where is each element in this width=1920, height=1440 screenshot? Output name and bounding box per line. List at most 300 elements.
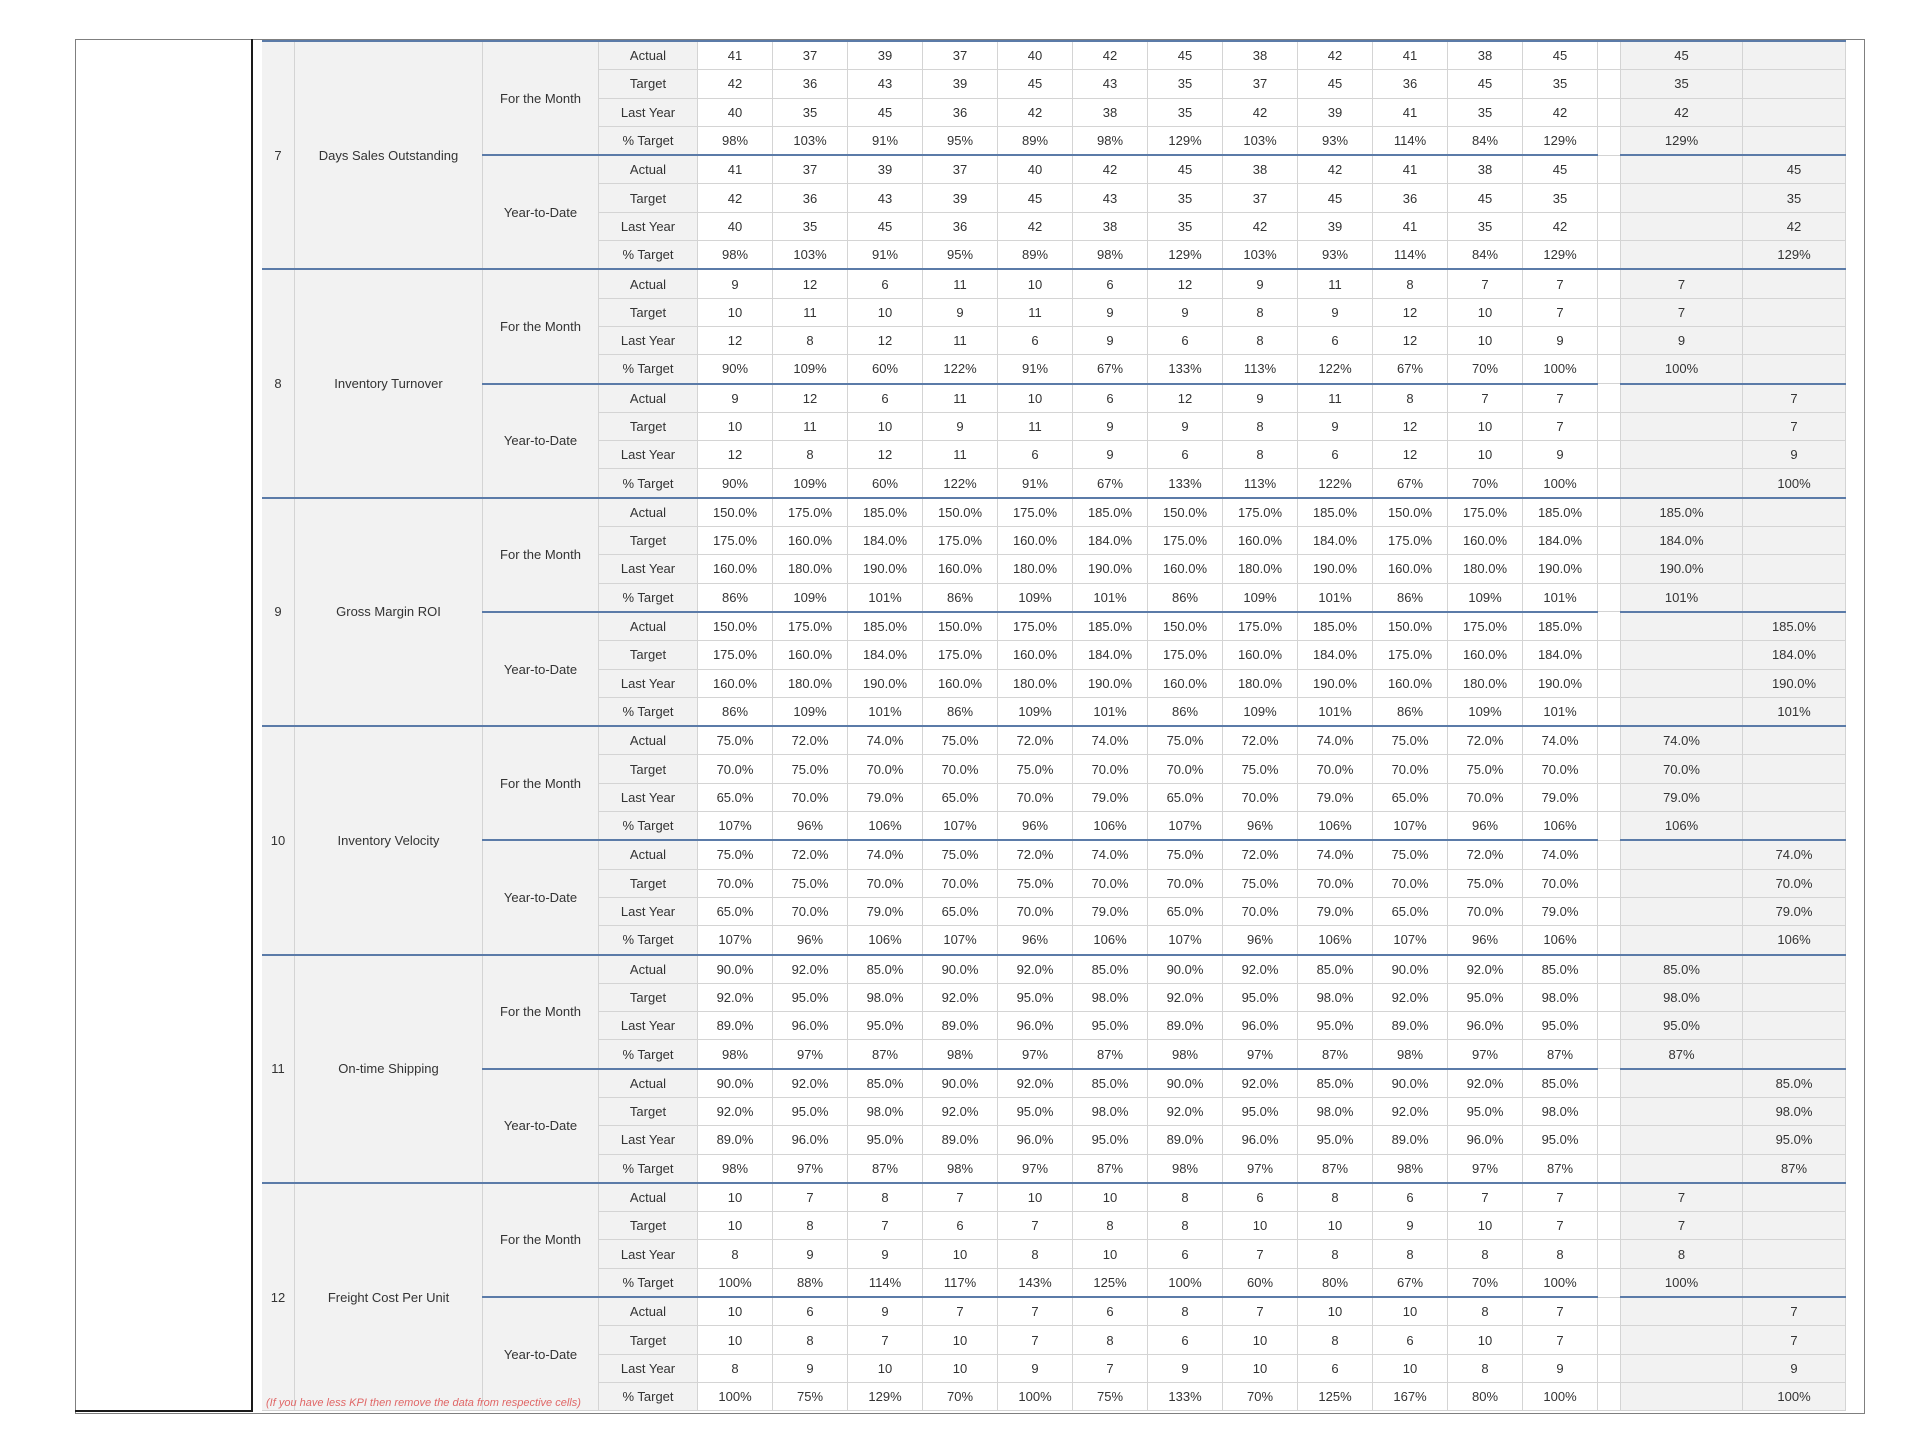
month-cell[interactable]: 98.0% [848,983,923,1011]
month-cell[interactable]: 96% [1448,926,1523,955]
month-cell[interactable]: 67% [1373,1268,1448,1297]
ytd-summary-cell[interactable] [1743,1040,1846,1069]
month-cell[interactable]: 184.0% [1523,641,1598,669]
month-cell[interactable]: 114% [848,1268,923,1297]
month-cell[interactable]: 175.0% [1448,612,1523,641]
month-cell[interactable]: 96% [1223,926,1298,955]
month-cell[interactable]: 95.0% [1298,1126,1373,1154]
month-cell[interactable]: 12 [773,269,848,298]
month-cell[interactable]: 150.0% [1373,498,1448,527]
month-summary-cell[interactable]: 101% [1621,583,1743,612]
month-cell[interactable]: 92.0% [1373,983,1448,1011]
month-cell[interactable]: 175.0% [1223,612,1298,641]
ytd-summary-cell[interactable]: 98.0% [1743,1097,1846,1125]
month-cell[interactable]: 80% [1298,1268,1373,1297]
month-cell[interactable]: 98% [1373,1040,1448,1069]
month-summary-cell[interactable] [1621,641,1743,669]
month-cell[interactable]: 106% [1073,926,1148,955]
ytd-summary-cell[interactable]: 129% [1743,241,1846,270]
ytd-summary-cell[interactable]: 7 [1743,1297,1846,1326]
month-cell[interactable]: 175.0% [923,641,998,669]
month-cell[interactable]: 9 [848,1240,923,1268]
month-cell[interactable]: 43 [848,184,923,212]
month-cell[interactable]: 100% [698,1268,773,1297]
month-cell[interactable]: 92.0% [773,955,848,984]
month-summary-cell[interactable]: 7 [1621,269,1743,298]
month-cell[interactable]: 70.0% [698,869,773,897]
month-cell[interactable]: 89.0% [1373,1126,1448,1154]
month-cell[interactable]: 6 [1148,441,1223,469]
month-cell[interactable]: 90.0% [1148,1069,1223,1098]
month-cell[interactable]: 9 [923,298,998,326]
month-cell[interactable]: 38 [1073,212,1148,240]
month-cell[interactable]: 75.0% [698,840,773,869]
month-cell[interactable]: 98.0% [1298,983,1373,1011]
month-cell[interactable]: 42 [1223,98,1298,126]
month-cell[interactable]: 92.0% [698,983,773,1011]
month-cell[interactable]: 6 [1148,1240,1223,1268]
month-cell[interactable]: 9 [1373,1212,1448,1240]
month-summary-cell[interactable] [1621,697,1743,726]
month-cell[interactable]: 175.0% [1373,641,1448,669]
month-cell[interactable]: 45 [1523,41,1598,70]
month-cell[interactable]: 42 [1523,212,1598,240]
month-cell[interactable]: 89.0% [923,1126,998,1154]
month-cell[interactable]: 7 [1448,384,1523,413]
month-cell[interactable]: 74.0% [1073,726,1148,755]
month-summary-cell[interactable]: 98.0% [1621,983,1743,1011]
month-cell[interactable]: 185.0% [1523,498,1598,527]
month-cell[interactable]: 6 [1223,1183,1298,1212]
month-cell[interactable]: 95.0% [1448,1097,1523,1125]
month-cell[interactable]: 75.0% [1373,840,1448,869]
month-summary-cell[interactable]: 100% [1621,355,1743,384]
month-cell[interactable]: 101% [1298,697,1373,726]
month-cell[interactable]: 74.0% [1523,726,1598,755]
month-cell[interactable]: 122% [1298,355,1373,384]
ytd-summary-cell[interactable]: 35 [1743,184,1846,212]
month-cell[interactable]: 9 [1073,326,1148,354]
month-cell[interactable]: 70.0% [998,897,1073,925]
ytd-summary-cell[interactable]: 42 [1743,212,1846,240]
month-cell[interactable]: 175.0% [773,612,848,641]
month-cell[interactable]: 10 [1373,1354,1448,1382]
month-cell[interactable]: 101% [1523,697,1598,726]
month-cell[interactable]: 175.0% [698,527,773,555]
month-cell[interactable]: 184.0% [1298,641,1373,669]
month-cell[interactable]: 10 [1073,1183,1148,1212]
month-cell[interactable]: 65.0% [923,897,998,925]
month-cell[interactable]: 40 [998,155,1073,184]
ytd-summary-cell[interactable] [1743,70,1846,98]
month-cell[interactable]: 12 [1148,384,1223,413]
month-cell[interactable]: 42 [1298,41,1373,70]
month-cell[interactable]: 8 [848,1183,923,1212]
month-cell[interactable]: 89.0% [698,1012,773,1040]
month-cell[interactable]: 96.0% [1448,1012,1523,1040]
month-cell[interactable]: 10 [1448,1326,1523,1354]
month-cell[interactable]: 9 [1073,298,1148,326]
month-cell[interactable]: 12 [773,384,848,413]
month-cell[interactable]: 184.0% [1073,527,1148,555]
month-cell[interactable]: 150.0% [698,612,773,641]
month-cell[interactable]: 160.0% [1373,669,1448,697]
month-cell[interactable]: 70.0% [1073,755,1148,783]
month-cell[interactable]: 96.0% [1223,1126,1298,1154]
month-cell[interactable]: 175.0% [773,498,848,527]
month-cell[interactable]: 75.0% [1448,755,1523,783]
ytd-summary-cell[interactable] [1743,355,1846,384]
month-cell[interactable]: 85.0% [1523,955,1598,984]
ytd-summary-cell[interactable]: 7 [1743,1326,1846,1354]
month-cell[interactable]: 160.0% [1373,555,1448,583]
month-cell[interactable]: 9 [1523,441,1598,469]
month-cell[interactable]: 97% [773,1154,848,1183]
month-cell[interactable]: 6 [998,441,1073,469]
month-cell[interactable]: 7 [998,1326,1073,1354]
month-cell[interactable]: 70.0% [848,755,923,783]
month-cell[interactable]: 87% [848,1040,923,1069]
month-cell[interactable]: 109% [1448,583,1523,612]
month-cell[interactable]: 70% [1448,469,1523,498]
month-cell[interactable]: 42 [698,184,773,212]
month-cell[interactable]: 70.0% [773,783,848,811]
month-cell[interactable]: 11 [923,441,998,469]
month-cell[interactable]: 42 [1073,155,1148,184]
month-cell[interactable]: 12 [1148,269,1223,298]
month-cell[interactable]: 8 [773,441,848,469]
month-cell[interactable]: 80% [1448,1382,1523,1410]
month-cell[interactable]: 129% [1523,241,1598,270]
month-cell[interactable]: 10 [698,1297,773,1326]
month-summary-cell[interactable]: 100% [1621,1268,1743,1297]
month-cell[interactable]: 180.0% [998,555,1073,583]
month-cell[interactable]: 90.0% [1373,1069,1448,1098]
month-cell[interactable]: 9 [1223,269,1298,298]
month-cell[interactable]: 90.0% [698,1069,773,1098]
ytd-summary-cell[interactable] [1743,1012,1846,1040]
month-cell[interactable]: 98% [1148,1154,1223,1183]
month-cell[interactable]: 43 [848,70,923,98]
month-cell[interactable]: 90.0% [923,1069,998,1098]
month-summary-cell[interactable]: 129% [1621,126,1743,155]
month-cell[interactable]: 107% [698,926,773,955]
month-cell[interactable]: 72.0% [998,726,1073,755]
month-cell[interactable]: 10 [1448,412,1523,440]
month-cell[interactable]: 72.0% [998,840,1073,869]
month-cell[interactable]: 95.0% [1073,1012,1148,1040]
month-cell[interactable]: 96% [1223,812,1298,841]
month-cell[interactable]: 85.0% [1073,955,1148,984]
month-cell[interactable]: 89.0% [923,1012,998,1040]
month-cell[interactable]: 122% [1298,469,1373,498]
month-cell[interactable]: 92.0% [1448,1069,1523,1098]
month-cell[interactable]: 7 [848,1326,923,1354]
month-cell[interactable]: 45 [1448,70,1523,98]
month-cell[interactable]: 92.0% [698,1097,773,1125]
month-cell[interactable]: 39 [848,155,923,184]
month-summary-cell[interactable] [1621,612,1743,641]
month-cell[interactable]: 9 [773,1240,848,1268]
month-summary-cell[interactable] [1621,840,1743,869]
month-cell[interactable]: 72.0% [773,726,848,755]
month-cell[interactable]: 7 [848,1212,923,1240]
month-cell[interactable]: 87% [1073,1154,1148,1183]
month-cell[interactable]: 109% [773,697,848,726]
month-cell[interactable]: 97% [1448,1040,1523,1069]
month-cell[interactable]: 150.0% [1148,498,1223,527]
month-cell[interactable]: 86% [923,697,998,726]
month-cell[interactable]: 114% [1373,126,1448,155]
month-cell[interactable]: 106% [1073,812,1148,841]
month-cell[interactable]: 9 [923,412,998,440]
month-summary-cell[interactable] [1621,1126,1743,1154]
month-cell[interactable]: 100% [1523,1382,1598,1410]
month-summary-cell[interactable] [1621,1354,1743,1382]
month-cell[interactable]: 175.0% [998,498,1073,527]
month-cell[interactable]: 85.0% [1298,955,1373,984]
month-cell[interactable]: 75% [1073,1382,1148,1410]
month-cell[interactable]: 89.0% [1373,1012,1448,1040]
month-cell[interactable]: 96.0% [998,1012,1073,1040]
month-cell[interactable]: 103% [1223,241,1298,270]
month-cell[interactable]: 6 [923,1212,998,1240]
month-cell[interactable]: 98% [698,1154,773,1183]
month-cell[interactable]: 75.0% [1223,755,1298,783]
month-cell[interactable]: 8 [1148,1183,1223,1212]
month-cell[interactable]: 60% [848,469,923,498]
month-cell[interactable]: 7 [923,1297,998,1326]
month-cell[interactable]: 9 [1298,412,1373,440]
month-summary-cell[interactable] [1621,897,1743,925]
month-cell[interactable]: 8 [1298,1183,1373,1212]
month-cell[interactable]: 41 [698,155,773,184]
month-cell[interactable]: 70.0% [773,897,848,925]
month-cell[interactable]: 160.0% [923,555,998,583]
month-cell[interactable]: 7 [1523,1183,1598,1212]
month-cell[interactable]: 11 [923,384,998,413]
month-summary-cell[interactable]: 184.0% [1621,527,1743,555]
month-cell[interactable]: 8 [1148,1212,1223,1240]
month-cell[interactable]: 72.0% [773,840,848,869]
month-cell[interactable]: 89% [998,241,1073,270]
month-cell[interactable]: 7 [998,1297,1073,1326]
month-cell[interactable]: 97% [1223,1040,1298,1069]
ytd-summary-cell[interactable] [1743,1212,1846,1240]
month-cell[interactable]: 6 [1298,1354,1373,1382]
month-cell[interactable]: 160.0% [923,669,998,697]
month-cell[interactable]: 37 [1223,184,1298,212]
month-cell[interactable]: 133% [1148,355,1223,384]
month-summary-cell[interactable] [1621,441,1743,469]
month-cell[interactable]: 6 [1298,441,1373,469]
month-cell[interactable]: 10 [698,298,773,326]
month-cell[interactable]: 6 [1073,384,1148,413]
month-cell[interactable]: 150.0% [1373,612,1448,641]
month-cell[interactable]: 100% [998,1382,1073,1410]
month-cell[interactable]: 98% [923,1154,998,1183]
month-cell[interactable]: 43 [1073,184,1148,212]
month-cell[interactable]: 160.0% [1448,527,1523,555]
month-cell[interactable]: 184.0% [1298,527,1373,555]
month-cell[interactable]: 10 [698,412,773,440]
month-cell[interactable]: 37 [773,155,848,184]
month-cell[interactable]: 7 [773,1183,848,1212]
month-cell[interactable]: 72.0% [1223,726,1298,755]
month-cell[interactable]: 40 [998,41,1073,70]
month-cell[interactable]: 129% [1148,241,1223,270]
month-cell[interactable]: 70.0% [923,869,998,897]
month-cell[interactable]: 8 [1223,412,1298,440]
month-cell[interactable]: 185.0% [1298,498,1373,527]
month-cell[interactable]: 95.0% [1223,1097,1298,1125]
month-cell[interactable]: 91% [848,126,923,155]
month-summary-cell[interactable]: 87% [1621,1040,1743,1069]
month-cell[interactable]: 41 [1373,41,1448,70]
month-cell[interactable]: 143% [998,1268,1073,1297]
month-cell[interactable]: 95.0% [1523,1126,1598,1154]
month-cell[interactable]: 75.0% [773,869,848,897]
month-cell[interactable]: 9 [698,384,773,413]
month-summary-cell[interactable] [1621,869,1743,897]
month-cell[interactable]: 7 [1523,1326,1598,1354]
month-cell[interactable]: 74.0% [848,726,923,755]
month-summary-cell[interactable]: 190.0% [1621,555,1743,583]
month-cell[interactable]: 41 [1373,98,1448,126]
month-cell[interactable]: 95.0% [773,1097,848,1125]
month-cell[interactable]: 175.0% [998,612,1073,641]
month-cell[interactable]: 95.0% [1073,1126,1148,1154]
month-summary-cell[interactable] [1621,1382,1743,1410]
month-cell[interactable]: 90% [698,355,773,384]
month-cell[interactable]: 10 [1448,326,1523,354]
month-cell[interactable]: 6 [1148,1326,1223,1354]
month-cell[interactable]: 117% [923,1268,998,1297]
month-cell[interactable]: 98.0% [1523,1097,1598,1125]
month-cell[interactable]: 79.0% [1298,897,1373,925]
month-cell[interactable]: 67% [1073,469,1148,498]
month-cell[interactable]: 122% [923,355,998,384]
month-cell[interactable]: 9 [1148,1354,1223,1382]
month-summary-cell[interactable] [1621,469,1743,498]
month-cell[interactable]: 70.0% [1223,897,1298,925]
month-cell[interactable]: 92.0% [998,1069,1073,1098]
month-summary-cell[interactable]: 85.0% [1621,955,1743,984]
month-cell[interactable]: 37 [1223,70,1298,98]
month-cell[interactable]: 96% [1448,812,1523,841]
month-cell[interactable]: 60% [848,355,923,384]
month-cell[interactable]: 10 [1448,1212,1523,1240]
month-cell[interactable]: 6 [848,384,923,413]
month-cell[interactable]: 10 [1223,1326,1298,1354]
month-cell[interactable]: 70% [923,1382,998,1410]
month-cell[interactable]: 79.0% [1073,783,1148,811]
month-cell[interactable]: 35 [1148,184,1223,212]
month-cell[interactable]: 8 [1223,298,1298,326]
ytd-summary-cell[interactable]: 100% [1743,469,1846,498]
month-cell[interactable]: 10 [698,1326,773,1354]
month-cell[interactable]: 98% [698,1040,773,1069]
month-cell[interactable]: 150.0% [923,612,998,641]
ytd-summary-cell[interactable] [1743,755,1846,783]
month-cell[interactable]: 98% [1373,1154,1448,1183]
month-cell[interactable]: 9 [1148,412,1223,440]
month-cell[interactable]: 79.0% [1523,897,1598,925]
month-cell[interactable]: 100% [1523,469,1598,498]
month-cell[interactable]: 100% [1523,355,1598,384]
month-cell[interactable]: 95.0% [998,983,1073,1011]
month-cell[interactable]: 95.0% [1448,983,1523,1011]
month-cell[interactable]: 175.0% [1448,498,1523,527]
month-cell[interactable]: 109% [1448,697,1523,726]
month-cell[interactable]: 7 [1073,1354,1148,1382]
month-cell[interactable]: 92.0% [773,1069,848,1098]
month-cell[interactable]: 75.0% [1223,869,1298,897]
month-cell[interactable]: 109% [998,583,1073,612]
month-cell[interactable]: 190.0% [1073,555,1148,583]
month-cell[interactable]: 190.0% [848,555,923,583]
month-cell[interactable]: 185.0% [1073,498,1148,527]
month-cell[interactable]: 9 [1523,326,1598,354]
month-cell[interactable]: 101% [848,583,923,612]
month-cell[interactable]: 107% [698,812,773,841]
month-cell[interactable]: 106% [1298,926,1373,955]
month-cell[interactable]: 10 [1298,1297,1373,1326]
month-cell[interactable]: 8 [1298,1240,1373,1268]
month-cell[interactable]: 190.0% [1298,669,1373,697]
month-cell[interactable]: 150.0% [1148,612,1223,641]
month-summary-cell[interactable] [1621,926,1743,955]
month-cell[interactable]: 11 [1298,269,1373,298]
month-cell[interactable]: 9 [1073,412,1148,440]
month-cell[interactable]: 7 [1448,269,1523,298]
month-summary-cell[interactable] [1621,184,1743,212]
month-cell[interactable]: 7 [1523,298,1598,326]
month-cell[interactable]: 84% [1448,241,1523,270]
month-cell[interactable]: 72.0% [1448,840,1523,869]
month-cell[interactable]: 45 [1148,41,1223,70]
month-cell[interactable]: 89% [998,126,1073,155]
month-cell[interactable]: 89.0% [1148,1012,1223,1040]
month-cell[interactable]: 180.0% [773,669,848,697]
month-cell[interactable]: 86% [1373,583,1448,612]
month-cell[interactable]: 7 [923,1183,998,1212]
month-summary-cell[interactable]: 35 [1621,70,1743,98]
month-cell[interactable]: 36 [923,212,998,240]
month-cell[interactable]: 45 [998,184,1073,212]
month-cell[interactable]: 89.0% [698,1126,773,1154]
month-cell[interactable]: 45 [1523,155,1598,184]
ytd-summary-cell[interactable] [1743,41,1846,70]
month-cell[interactable]: 10 [1448,298,1523,326]
month-cell[interactable]: 85.0% [1298,1069,1373,1098]
month-cell[interactable]: 6 [1148,326,1223,354]
month-cell[interactable]: 41 [698,41,773,70]
month-cell[interactable]: 85.0% [848,1069,923,1098]
month-cell[interactable]: 42 [1523,98,1598,126]
month-cell[interactable]: 160.0% [1223,527,1298,555]
month-cell[interactable]: 106% [848,812,923,841]
month-cell[interactable]: 107% [1148,812,1223,841]
month-cell[interactable]: 180.0% [1448,669,1523,697]
month-summary-cell[interactable] [1621,212,1743,240]
month-summary-cell[interactable] [1621,384,1743,413]
month-cell[interactable]: 8 [1298,1326,1373,1354]
month-summary-cell[interactable]: 7 [1621,298,1743,326]
month-cell[interactable]: 35 [1448,98,1523,126]
month-summary-cell[interactable]: 185.0% [1621,498,1743,527]
month-cell[interactable]: 8 [1148,1297,1223,1326]
